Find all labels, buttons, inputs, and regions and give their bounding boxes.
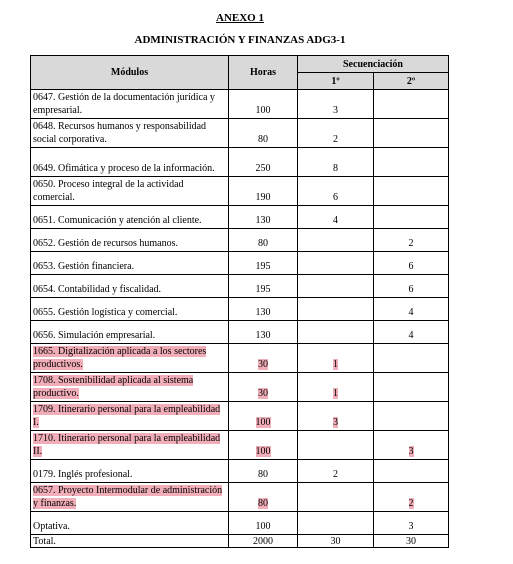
module-name-cell <box>31 431 229 460</box>
total-label: Total. <box>31 535 229 548</box>
table-row <box>31 512 449 535</box>
hours-cell-text: 100 <box>255 417 271 428</box>
seq1-cell <box>298 252 374 275</box>
table-row <box>31 298 449 321</box>
module-name-cell <box>31 512 229 535</box>
module-name-cell-text: 0648. Recursos humanos y responsabilidad social corporativa. <box>33 121 207 145</box>
hours-cell-text: 100 <box>255 521 271 532</box>
seq2-cell <box>374 373 449 402</box>
hours-cell <box>229 298 298 321</box>
seq2-cell-text: 4 <box>408 330 414 341</box>
module-name-cell <box>31 90 229 119</box>
seq1-cell <box>298 177 374 206</box>
table-row <box>31 321 449 344</box>
table-body <box>31 90 449 548</box>
hours-cell <box>229 483 298 512</box>
seq1-cell <box>298 431 374 460</box>
module-name-cell <box>31 402 229 431</box>
module-name-cell <box>31 252 229 275</box>
module-name-cell <box>31 483 229 512</box>
seq2-cell-text: 2 <box>408 238 414 249</box>
hours-cell <box>229 344 298 373</box>
table-row <box>31 90 449 119</box>
seq2-cell <box>374 90 449 119</box>
hours-cell <box>229 148 298 177</box>
seq1-cell <box>298 321 374 344</box>
seq1-cell <box>298 206 374 229</box>
module-name-cell-text: 0657. Proyecto Intermodular de administración y finanzas. <box>33 485 223 509</box>
module-name-cell <box>31 177 229 206</box>
module-name-cell-text: 0651. Comunicación y atención al cliente. <box>33 215 202 226</box>
table-row <box>31 373 449 402</box>
program-subtitle: ADMINISTRACIÓN Y FINANZAS ADG3-1 <box>134 34 346 46</box>
seq2-cell <box>374 177 449 206</box>
module-name-cell-text: 1710. Itinerario personal para la empleabilidad II. <box>33 433 221 457</box>
seq2-cell <box>374 460 449 483</box>
module-name-cell <box>31 298 229 321</box>
header-secuenciacion: Secuenciación <box>298 56 449 73</box>
seq1-cell-text: 1 <box>333 388 338 399</box>
total-row <box>31 535 449 548</box>
hours-cell <box>229 206 298 229</box>
hours-cell-text: 80 <box>258 134 268 145</box>
table-row <box>31 206 449 229</box>
seq1-cell <box>298 90 374 119</box>
table-row <box>31 177 449 206</box>
seq1-cell <box>298 298 374 321</box>
hours-cell <box>229 275 298 298</box>
hours-cell-text: 190 <box>255 192 271 203</box>
seq1-cell-text: 1 <box>333 359 338 370</box>
module-name-cell <box>31 206 229 229</box>
seq1-cell <box>298 373 374 402</box>
seq2-cell <box>374 483 449 512</box>
hours-cell <box>229 460 298 483</box>
table-row <box>31 252 449 275</box>
module-name-cell <box>31 275 229 298</box>
hours-cell-text: 100 <box>255 105 271 116</box>
table-row <box>31 119 449 148</box>
table-row <box>31 275 449 298</box>
module-name-cell-text: Optativa. <box>33 521 70 532</box>
seq1-cell-text: 2 <box>333 469 338 480</box>
hours-cell-text: 195 <box>255 261 271 272</box>
seq2-cell <box>374 206 449 229</box>
seq2-cell <box>374 148 449 177</box>
seq1-cell <box>298 275 374 298</box>
seq2-cell <box>374 229 449 252</box>
seq2-cell <box>374 275 449 298</box>
seq1-cell-text: 2 <box>333 134 338 145</box>
header-horas: Horas <box>229 56 298 90</box>
hours-cell <box>229 373 298 402</box>
hours-cell-text: 130 <box>255 215 271 226</box>
hours-cell <box>229 512 298 535</box>
seq1-cell-text: 4 <box>333 215 338 226</box>
total-hours: 2000 <box>229 535 298 548</box>
table-row <box>31 460 449 483</box>
module-name-cell <box>31 344 229 373</box>
seq1-cell-text: 6 <box>333 192 338 203</box>
seq2-cell <box>374 431 449 460</box>
seq2-cell-text: 3 <box>408 446 414 457</box>
hours-cell-text: 30 <box>258 388 268 399</box>
hours-cell <box>229 431 298 460</box>
module-name-cell-text: 1665. Digitalización aplicada a los sectores productivos. <box>33 346 207 370</box>
seq2-cell <box>374 252 449 275</box>
module-name-cell-text: 0654. Contabilidad y fiscalidad. <box>33 284 162 295</box>
seq2-cell-text: 6 <box>408 261 414 272</box>
hours-cell-text: 130 <box>255 330 271 341</box>
table-row <box>31 402 449 431</box>
table-row <box>31 148 449 177</box>
annex-title: ANEXO 1 <box>216 12 264 24</box>
module-name-cell <box>31 321 229 344</box>
module-name-cell <box>31 229 229 252</box>
modules-table <box>30 55 449 548</box>
module-name-cell-text: 1708. Sostenibilidad aplicada al sistema productivo. <box>33 375 194 399</box>
seq1-cell <box>298 512 374 535</box>
table-row <box>31 431 449 460</box>
seq2-cell-text: 4 <box>408 307 414 318</box>
hours-cell-text: 30 <box>258 359 268 370</box>
hours-cell-text: 80 <box>258 469 268 480</box>
module-name-cell-text: 1709. Itinerario personal para la empleabilidad I. <box>33 404 221 428</box>
hours-cell <box>229 177 298 206</box>
seq2-cell-text: 3 <box>408 521 414 532</box>
hours-cell <box>229 90 298 119</box>
hours-cell <box>229 119 298 148</box>
module-name-cell <box>31 460 229 483</box>
seq1-cell-text: 3 <box>333 105 338 116</box>
hours-cell <box>229 321 298 344</box>
seq1-cell-text: 8 <box>333 163 338 174</box>
module-name-cell-text: 0656. Simulación empresarial. <box>33 330 156 341</box>
header-seq-1: 1º <box>298 73 374 90</box>
seq1-cell <box>298 148 374 177</box>
module-name-cell-text: 0655. Gestión logística y comercial. <box>33 307 178 318</box>
module-name-cell-text: 0652. Gestión de recursos humanos. <box>33 238 178 249</box>
module-name-cell-text: 0653. Gestión financiera. <box>33 261 135 272</box>
table-row <box>31 229 449 252</box>
hours-cell-text: 80 <box>258 238 268 249</box>
header-seq-2: 2º <box>374 73 449 90</box>
seq1-cell <box>298 402 374 431</box>
seq2-cell <box>374 344 449 373</box>
hours-cell-text: 80 <box>258 498 268 509</box>
table-row <box>31 344 449 373</box>
seq1-cell <box>298 344 374 373</box>
table-row <box>31 483 449 512</box>
header-modulos: Módulos <box>31 56 229 90</box>
module-name-cell-text: 0650. Proceso integral de la actividad comercial. <box>33 179 184 203</box>
seq1-cell <box>298 483 374 512</box>
module-name-cell <box>31 373 229 402</box>
seq2-cell <box>374 119 449 148</box>
module-name-cell-text: 0647. Gestión de la documentación jurídica y empresarial. <box>33 92 215 116</box>
seq2-cell <box>374 321 449 344</box>
hours-cell-text: 100 <box>255 446 271 457</box>
hours-cell-text: 195 <box>255 284 271 295</box>
seq1-cell-text: 3 <box>333 417 338 428</box>
hours-cell <box>229 252 298 275</box>
seq2-cell <box>374 512 449 535</box>
seq2-cell-text: 6 <box>408 284 414 295</box>
module-name-cell <box>31 119 229 148</box>
seq2-cell-text: 2 <box>408 498 414 509</box>
total-seq2: 30 <box>374 535 449 548</box>
seq2-cell <box>374 298 449 321</box>
seq1-cell <box>298 229 374 252</box>
module-name-cell-text: 0179. Inglés profesional. <box>33 469 133 480</box>
hours-cell <box>229 229 298 252</box>
hours-cell-text: 250 <box>255 163 271 174</box>
seq2-cell <box>374 402 449 431</box>
module-name-cell <box>31 148 229 177</box>
seq1-cell <box>298 460 374 483</box>
seq1-cell <box>298 119 374 148</box>
module-name-cell-text: 0649. Ofimática y proceso de la información. <box>33 163 215 174</box>
total-seq1: 30 <box>298 535 374 548</box>
hours-cell <box>229 402 298 431</box>
hours-cell-text: 130 <box>255 307 271 318</box>
